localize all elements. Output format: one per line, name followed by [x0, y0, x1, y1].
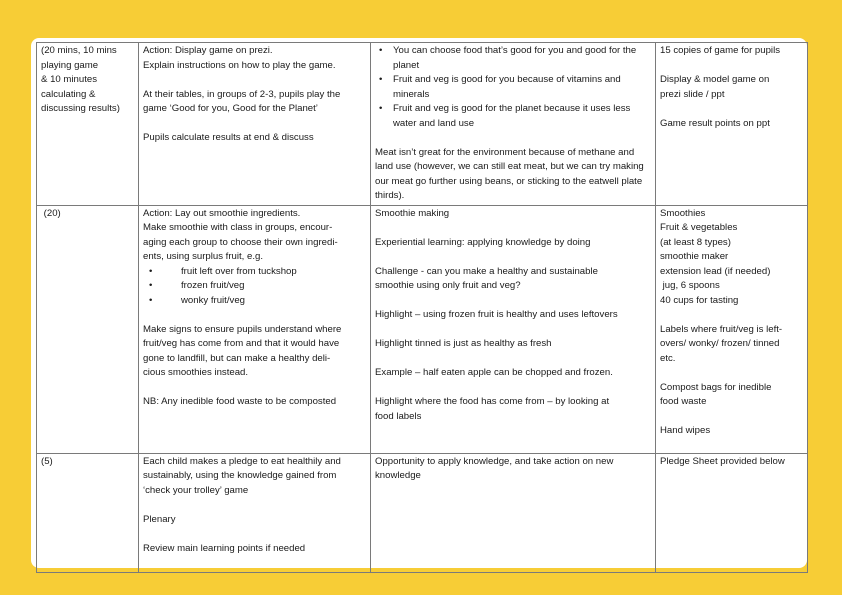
resources-text: Hand wipes: [660, 425, 711, 436]
objectives-list: [375, 44, 651, 131]
time-text: (20 mins, 10 mins: [41, 45, 117, 56]
objectives-text: Opportunity to apply knowledge, and take action on new: [375, 455, 614, 467]
activity-text: Explain instructions on how to play the game.: [143, 59, 336, 71]
activity-text: game ‘Good for you, Good for the Planet’: [143, 103, 318, 114]
activity-text: Plenary: [143, 513, 176, 525]
resources-cell: [656, 43, 808, 206]
list-item: • Fruit and veg is good for you because of vitamins and minerals: [375, 73, 651, 102]
activity-text: sustainably, using the knowledge gained from: [143, 470, 337, 481]
table-row: [37, 453, 808, 572]
activity-text: gone to landfill, but can make a healthy deli-: [143, 352, 331, 364]
resources-text: jug, 6 spoons: [660, 280, 720, 291]
activity-text: Make signs to ensure pupils understand where: [143, 323, 342, 335]
activity-text: At their tables, in groups of 2-3, pupils play the: [143, 88, 341, 100]
objectives-text: Highlight tinned is just as healthy as fresh: [375, 338, 552, 349]
list-item: • fruit left over from tuckshop: [143, 265, 366, 280]
activity-text: Each child makes a pledge to eat healthily and: [143, 455, 341, 467]
list-item: • frozen fruit/veg: [143, 279, 366, 294]
time-cell: [37, 43, 139, 206]
lesson-plan-table: [36, 42, 808, 573]
objectives-text: Highlight where the food has come from – by looking at: [375, 396, 610, 407]
time-text: (20): [41, 207, 61, 219]
time-text: playing game: [41, 59, 99, 71]
activity-cell: [139, 453, 371, 572]
activity-cell: [139, 205, 371, 453]
objectives-text: Example – half eaten apple can be chopped and frozen.: [375, 367, 613, 378]
table-row: [37, 205, 808, 453]
resources-text: Pledge Sheet provided below: [660, 455, 785, 467]
resources-text: Labels where fruit/veg is left-: [660, 323, 783, 335]
resources-text: etc.: [660, 352, 676, 364]
time-text: calculating &: [41, 88, 96, 100]
objectives-text: Smoothie making: [375, 207, 450, 219]
time-text: discussing results): [41, 103, 120, 114]
surplus-fruit-list: [143, 265, 366, 309]
resources-text: extension lead (if needed): [660, 265, 771, 277]
objectives-text: Challenge - can you make a healthy and sustainable: [375, 265, 598, 277]
resources-text: prezi slide / ppt: [660, 88, 725, 100]
objectives-text: Experiential learning: applying knowledge by doing: [375, 236, 591, 248]
activity-text: Action: Lay out smoothie ingredients.: [143, 207, 301, 219]
objectives-text: smoothie using only fruit and veg?: [375, 280, 521, 291]
objectives-note: Meat isn’t great for the environment because of methane and land use (however, we can still eat meat, but we can try making our meat go further using beans, or sticking to the eatwell plate thirds).: [375, 146, 644, 201]
time-text: & 10 minutes: [41, 74, 97, 85]
objectives-cell: [371, 205, 656, 453]
activity-text: Make smoothie with class in groups, encour-: [143, 222, 333, 233]
resources-text: Compost bags for inedible: [660, 381, 772, 393]
table-row: [37, 43, 808, 206]
activity-text: Review main learning points if needed: [143, 542, 306, 554]
activity-text: Pupils calculate results at end & discuss: [143, 132, 314, 143]
objectives-text: knowledge: [375, 470, 421, 481]
resources-text: food waste: [660, 396, 707, 407]
list-item: • wonky fruit/veg: [143, 294, 366, 309]
resources-text: 40 cups for tasting: [660, 294, 739, 306]
resources-text: Fruit & vegetables: [660, 222, 738, 233]
resources-cell: [656, 205, 808, 453]
resources-text: Game result points on ppt: [660, 117, 770, 129]
objectives-cell: [371, 43, 656, 206]
activity-text: aging each group to choose their own ingredi-: [143, 236, 338, 248]
list-item: • You can choose food that’s good for you and good for the planet: [375, 44, 651, 73]
activity-text: cious smoothies instead.: [143, 367, 249, 378]
activity-text: NB: Any inedible food waste to be composted: [143, 396, 337, 407]
resources-text: overs/ wonky/ frozen/ tinned: [660, 338, 780, 349]
time-cell: [37, 205, 139, 453]
resources-text: 15 copies of game for pupils: [660, 45, 780, 56]
document-page: [31, 38, 807, 568]
objectives-text: food labels: [375, 410, 422, 422]
time-text: (5): [41, 455, 53, 467]
time-cell: [37, 453, 139, 572]
objectives-cell: [371, 453, 656, 572]
objectives-text: Highlight – using frozen fruit is healthy and uses leftovers: [375, 309, 618, 320]
activity-text: Action: Display game on prezi.: [143, 45, 273, 56]
list-item: • Fruit and veg is good for the planet because it uses less water and land use: [375, 102, 651, 131]
resources-text: smoothie maker: [660, 251, 729, 262]
resources-text: (at least 8 types): [660, 236, 731, 248]
resources-text: Smoothies: [660, 207, 706, 219]
activity-text: ‘check your trolley’ game: [143, 484, 249, 496]
activity-text: ents, using surplus fruit, e.g.: [143, 251, 263, 262]
resources-cell: [656, 453, 808, 572]
resources-text: Display & model game on: [660, 74, 770, 85]
activity-cell: [139, 43, 371, 206]
activity-text: fruit/veg has come from and that it would have: [143, 338, 340, 349]
